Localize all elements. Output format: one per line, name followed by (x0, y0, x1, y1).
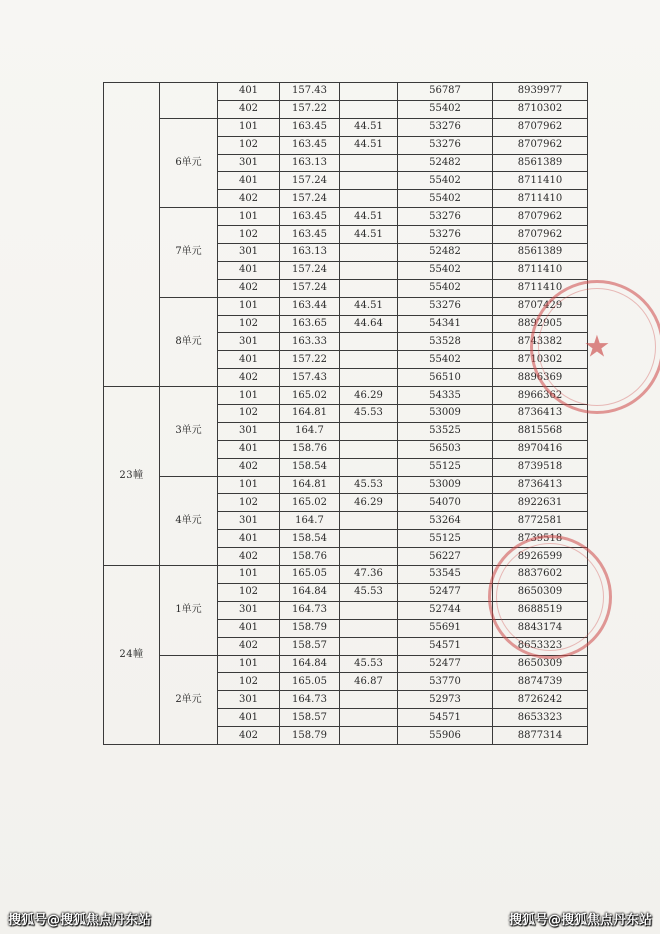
total-price-cell: 8892905 (493, 315, 588, 333)
total-price-cell: 8837602 (493, 566, 588, 584)
table-row (104, 566, 588, 584)
total-price-cell: 8711410 (493, 172, 588, 190)
total-price-cell: 8707962 (493, 226, 588, 244)
table-row (104, 297, 588, 315)
total-price-cell: 8970416 (493, 440, 588, 458)
total-price-cell: 8561389 (493, 244, 588, 262)
area-cell: 164.7 (280, 422, 340, 440)
area-cell: 165.05 (280, 673, 340, 691)
unit-price-cell: 55402 (398, 279, 493, 297)
total-price-cell: 8736413 (493, 476, 588, 494)
unit-price-cell: 53528 (398, 333, 493, 351)
total-price-cell: 8966362 (493, 387, 588, 405)
shared-area-cell: 44.51 (340, 226, 398, 244)
total-price-cell: 8877314 (493, 727, 588, 745)
unit-price-cell: 52744 (398, 601, 493, 619)
unit-price-cell: 53276 (398, 118, 493, 136)
total-price-cell: 8710302 (493, 100, 588, 118)
total-price-cell: 8815568 (493, 422, 588, 440)
unit-price-cell: 53009 (398, 405, 493, 423)
area-cell: 164.7 (280, 512, 340, 530)
area-cell: 163.13 (280, 154, 340, 172)
room-number-cell: 301 (218, 154, 280, 172)
shared-area-cell (340, 709, 398, 727)
shared-area-cell (340, 727, 398, 745)
total-price-cell: 8653323 (493, 709, 588, 727)
table-row (104, 387, 588, 405)
unit-price-cell: 53525 (398, 422, 493, 440)
table-row (104, 208, 588, 226)
area-cell: 163.44 (280, 297, 340, 315)
area-cell: 164.73 (280, 691, 340, 709)
area-cell: 157.22 (280, 351, 340, 369)
room-number-cell: 101 (218, 387, 280, 405)
unit-price-cell: 52477 (398, 655, 493, 673)
unit-price-cell: 54335 (398, 387, 493, 405)
table-row (104, 476, 588, 494)
shared-area-cell (340, 351, 398, 369)
room-number-cell: 301 (218, 691, 280, 709)
area-cell: 157.24 (280, 172, 340, 190)
unit-cell: 4单元 (160, 476, 218, 565)
area-cell: 163.13 (280, 244, 340, 262)
area-cell: 164.81 (280, 405, 340, 423)
room-number-cell: 301 (218, 422, 280, 440)
price-table-body (104, 83, 588, 745)
shared-area-cell (340, 440, 398, 458)
shared-area-cell: 45.53 (340, 405, 398, 423)
area-cell: 164.73 (280, 601, 340, 619)
room-number-cell: 101 (218, 655, 280, 673)
room-number-cell: 101 (218, 297, 280, 315)
room-number-cell: 301 (218, 244, 280, 262)
unit-price-cell: 56787 (398, 83, 493, 101)
total-price-cell: 8707962 (493, 208, 588, 226)
building-cell: 23幢 (104, 387, 160, 566)
room-number-cell: 401 (218, 440, 280, 458)
unit-price-cell: 53545 (398, 566, 493, 584)
room-number-cell: 101 (218, 566, 280, 584)
unit-price-cell: 54571 (398, 637, 493, 655)
shared-area-cell: 45.53 (340, 476, 398, 494)
shared-area-cell (340, 279, 398, 297)
total-price-cell: 8707962 (493, 136, 588, 154)
unit-price-cell: 53276 (398, 297, 493, 315)
total-price-cell: 8843174 (493, 619, 588, 637)
unit-price-cell: 53770 (398, 673, 493, 691)
unit-cell: 1单元 (160, 566, 218, 655)
unit-price-cell: 55402 (398, 190, 493, 208)
area-cell: 157.43 (280, 369, 340, 387)
shared-area-cell: 44.64 (340, 315, 398, 333)
room-number-cell: 102 (218, 136, 280, 154)
total-price-cell: 8736413 (493, 405, 588, 423)
shared-area-cell (340, 244, 398, 262)
total-price-cell: 8650309 (493, 583, 588, 601)
shared-area-cell: 44.51 (340, 118, 398, 136)
unit-price-cell: 53264 (398, 512, 493, 530)
area-cell: 163.45 (280, 136, 340, 154)
room-number-cell: 102 (218, 583, 280, 601)
unit-price-cell: 55402 (398, 351, 493, 369)
room-number-cell: 402 (218, 279, 280, 297)
star-icon: ★ (583, 329, 611, 365)
area-cell: 158.57 (280, 709, 340, 727)
room-number-cell: 101 (218, 476, 280, 494)
unit-price-cell: 55402 (398, 100, 493, 118)
total-price-cell: 8711410 (493, 261, 588, 279)
table-row (104, 118, 588, 136)
unit-cell: 6单元 (160, 118, 218, 207)
unit-price-cell: 55691 (398, 619, 493, 637)
shared-area-cell (340, 619, 398, 637)
room-number-cell: 102 (218, 494, 280, 512)
room-number-cell: 102 (218, 226, 280, 244)
area-cell: 163.45 (280, 208, 340, 226)
room-number-cell: 402 (218, 190, 280, 208)
shared-area-cell: 46.29 (340, 494, 398, 512)
unit-price-cell: 54571 (398, 709, 493, 727)
room-number-cell: 402 (218, 727, 280, 745)
unit-cell (160, 83, 218, 119)
room-number-cell: 401 (218, 709, 280, 727)
room-number-cell: 401 (218, 83, 280, 101)
room-number-cell: 402 (218, 369, 280, 387)
area-cell: 165.02 (280, 494, 340, 512)
unit-price-cell: 52482 (398, 244, 493, 262)
room-number-cell: 301 (218, 512, 280, 530)
building-cell (104, 83, 160, 387)
shared-area-cell: 45.53 (340, 583, 398, 601)
shared-area-cell: 44.51 (340, 297, 398, 315)
total-price-cell: 8707962 (493, 118, 588, 136)
total-price-cell: 8922631 (493, 494, 588, 512)
unit-price-cell: 55125 (398, 458, 493, 476)
shared-area-cell (340, 172, 398, 190)
unit-price-cell: 56503 (398, 440, 493, 458)
area-cell: 158.79 (280, 619, 340, 637)
shared-area-cell: 45.53 (340, 655, 398, 673)
total-price-cell: 8726242 (493, 691, 588, 709)
unit-cell: 3单元 (160, 387, 218, 476)
area-cell: 158.79 (280, 727, 340, 745)
area-cell: 158.76 (280, 440, 340, 458)
unit-price-cell: 56510 (398, 369, 493, 387)
unit-price-cell: 53276 (398, 226, 493, 244)
total-price-cell: 8711410 (493, 279, 588, 297)
shared-area-cell: 44.51 (340, 208, 398, 226)
room-number-cell: 401 (218, 261, 280, 279)
unit-price-cell: 53009 (398, 476, 493, 494)
unit-price-cell: 55125 (398, 530, 493, 548)
area-cell: 157.24 (280, 279, 340, 297)
room-number-cell: 402 (218, 637, 280, 655)
area-cell: 164.81 (280, 476, 340, 494)
room-number-cell: 102 (218, 315, 280, 333)
shared-area-cell (340, 530, 398, 548)
shared-area-cell (340, 691, 398, 709)
area-cell: 157.24 (280, 261, 340, 279)
unit-cell: 2单元 (160, 655, 218, 744)
shared-area-cell: 46.29 (340, 387, 398, 405)
area-cell: 164.84 (280, 655, 340, 673)
room-number-cell: 402 (218, 458, 280, 476)
shared-area-cell (340, 637, 398, 655)
table-row (104, 655, 588, 673)
watermark-right: 搜狐号@搜狐焦点丹东站 (508, 913, 652, 928)
unit-price-cell: 56227 (398, 548, 493, 566)
room-number-cell: 301 (218, 333, 280, 351)
shared-area-cell (340, 512, 398, 530)
area-cell: 163.65 (280, 315, 340, 333)
shared-area-cell (340, 190, 398, 208)
building-cell: 24幢 (104, 566, 160, 745)
area-cell: 158.54 (280, 458, 340, 476)
total-price-cell: 8896369 (493, 369, 588, 387)
unit-price-cell: 52477 (398, 583, 493, 601)
room-number-cell: 401 (218, 351, 280, 369)
total-price-cell: 8772581 (493, 512, 588, 530)
unit-price-cell: 55402 (398, 172, 493, 190)
area-cell: 163.45 (280, 118, 340, 136)
area-cell: 163.45 (280, 226, 340, 244)
total-price-cell: 8926599 (493, 548, 588, 566)
area-cell: 165.02 (280, 387, 340, 405)
shared-area-cell (340, 369, 398, 387)
unit-price-cell: 55906 (398, 727, 493, 745)
area-cell: 157.22 (280, 100, 340, 118)
shared-area-cell (340, 333, 398, 351)
total-price-cell: 8739518 (493, 458, 588, 476)
area-cell: 157.43 (280, 83, 340, 101)
room-number-cell: 402 (218, 548, 280, 566)
shared-area-cell (340, 548, 398, 566)
room-number-cell: 402 (218, 100, 280, 118)
area-cell: 158.57 (280, 637, 340, 655)
shared-area-cell (340, 261, 398, 279)
unit-price-cell: 52482 (398, 154, 493, 172)
unit-price-cell: 54070 (398, 494, 493, 512)
shared-area-cell (340, 458, 398, 476)
shared-area-cell: 44.51 (340, 136, 398, 154)
unit-price-cell: 55402 (398, 261, 493, 279)
table-row (104, 83, 588, 101)
total-price-cell: 8707429 (493, 297, 588, 315)
total-price-cell: 8711410 (493, 190, 588, 208)
shared-area-cell: 46.87 (340, 673, 398, 691)
unit-cell: 7单元 (160, 208, 218, 297)
price-table (103, 82, 588, 745)
watermark-left: 搜狐号@搜狐焦点丹东站 (8, 913, 152, 928)
shared-area-cell (340, 422, 398, 440)
area-cell: 157.24 (280, 190, 340, 208)
room-number-cell: 101 (218, 208, 280, 226)
unit-price-cell: 53276 (398, 136, 493, 154)
total-price-cell: 8874739 (493, 673, 588, 691)
shared-area-cell (340, 601, 398, 619)
room-number-cell: 301 (218, 601, 280, 619)
area-cell: 165.05 (280, 566, 340, 584)
shared-area-cell (340, 83, 398, 101)
total-price-cell: 8650309 (493, 655, 588, 673)
room-number-cell: 102 (218, 405, 280, 423)
room-number-cell: 401 (218, 530, 280, 548)
area-cell: 158.76 (280, 548, 340, 566)
total-price-cell: 8939977 (493, 83, 588, 101)
room-number-cell: 102 (218, 673, 280, 691)
area-cell: 163.33 (280, 333, 340, 351)
total-price-cell: 8743382 (493, 333, 588, 351)
room-number-cell: 401 (218, 619, 280, 637)
unit-cell: 8单元 (160, 297, 218, 386)
shared-area-cell (340, 154, 398, 172)
unit-price-cell: 52973 (398, 691, 493, 709)
total-price-cell: 8739518 (493, 530, 588, 548)
total-price-cell: 8710302 (493, 351, 588, 369)
shared-area-cell: 47.36 (340, 566, 398, 584)
total-price-cell: 8561389 (493, 154, 588, 172)
unit-price-cell: 53276 (398, 208, 493, 226)
total-price-cell: 8653323 (493, 637, 588, 655)
total-price-cell: 8688519 (493, 601, 588, 619)
area-cell: 164.84 (280, 583, 340, 601)
area-cell: 158.54 (280, 530, 340, 548)
room-number-cell: 101 (218, 118, 280, 136)
shared-area-cell (340, 100, 398, 118)
unit-price-cell: 54341 (398, 315, 493, 333)
room-number-cell: 401 (218, 172, 280, 190)
